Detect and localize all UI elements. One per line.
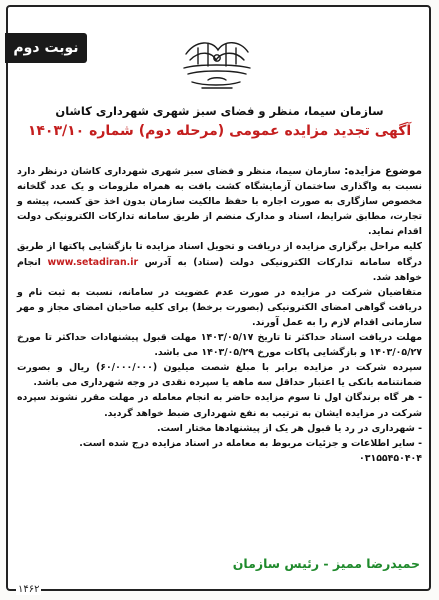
bullet-winners-text: هر گاه برندگان اول تا سوم مزایده حاضر به انجام معامله در مهلت مقرر نشوند سپرده شرکت در مزایده ایشان به ترتیب به نفع شهرداری ضبط خواهد گردید.: [17, 392, 422, 419]
signature-line: حمیدرضا ممیز - رئیس سازمان: [232, 556, 420, 571]
municipality-emblem: [178, 34, 254, 94]
registration-paragraph: متقاضیان شرکت در مزایده در صورت عدم عضویت در سامانه، نسبت به ثبت نام و دریافت گواهی امضای الکترونیکی (بصورت برخط) برای کلیه صاحبان امضای مجاز و مهر سازمانی اقدام لازم را به عمل آورند.: [17, 286, 422, 328]
bullet-mark: -: [414, 422, 422, 434]
subject-paragraph: [17, 164, 422, 239]
procedure-text: کلیه مراحل برگزاری مزایده از دریافت و تحویل اسناد مزایده تا بازگشایی پاکتها از طریق درگاه سامانه تدارکات الکترونیکی دولت (ستاد) به آدرس: [17, 241, 422, 268]
deadlines-paragraph: مهلت دریافت اسناد حداکثر تا تاریخ ۱۴۰۳/۰۵/۱۷ مهلت قبول پیشنهادات حداکثر تا مورخ ۱۴۰۳/۰۵/۲۷ و بازگشایی پاکات مورخ ۱۴۰۳/۰۵/۲۹ می باشد.: [17, 332, 422, 359]
bullet-details-text: سایر اطلاعات و جزئیات مربوط به معامله در اسناد مزایده درج شده است.: [79, 437, 415, 449]
procedure-paragraph: [17, 239, 422, 284]
phone-line: [17, 451, 422, 466]
deposit-paragraph: سپرده شرکت در مزایده برابر با مبلغ شصت میلیون (۶۰/۰۰۰/۰۰۰) ریال و بصورت ضمانتنامه بانکی یا اعتبار حداقل سه ماهه یا سپرده نقدی در وجه شهرداری می باشد.: [17, 362, 422, 389]
notice-body: [17, 164, 422, 466]
bullet-details: [17, 436, 422, 451]
phone-number: ۰۳۱۵۵۴۵۰۴۰۴: [359, 452, 422, 464]
agency-name: سازمان سیما، منظر و فضای سبز شهری شهرداری کاشان: [55, 104, 384, 118]
bullet-mark: -: [414, 392, 422, 404]
procedure-end: انجام خواهد شد.: [17, 256, 422, 283]
notice-code: ۱۴۶۲: [18, 584, 40, 595]
bullet-winners: [17, 390, 422, 420]
subject-lead: موضوع مزایده:: [344, 165, 422, 177]
bullet-discretion-text: شهرداری در رد یا قبول هر یک از پیشنهادها مختار است.: [156, 422, 415, 434]
subject-text: سازمان سیما، منظر و فضای سبز شهری شهرداری کاشان درنظر دارد نسبت به واگذاری ساختمان آزمایشگاه کشت بافت به همراه ملزومات و یک عدد گلخانه مخصوص سازگاری به صورت اجاره با حفظ مالکیت سازمان بدون اخذ حق کسب، پیشه و تجارت، مطابق شرایط، اسناد و مدارک منضم از طریق سامانه تدارکات الکترونیکی دولت اقدام نماید.: [17, 166, 422, 238]
bullet-discretion: [17, 421, 422, 436]
website-link[interactable]: www.setadiran.ir: [47, 256, 139, 268]
round-tag: نوبت دوم: [5, 33, 87, 63]
notice-title: آگهی تجدید مزایده عمومی (مرحله دوم) شماره ۱۴۰۳/۱۰: [27, 123, 412, 139]
bullet-mark: -: [414, 437, 422, 449]
